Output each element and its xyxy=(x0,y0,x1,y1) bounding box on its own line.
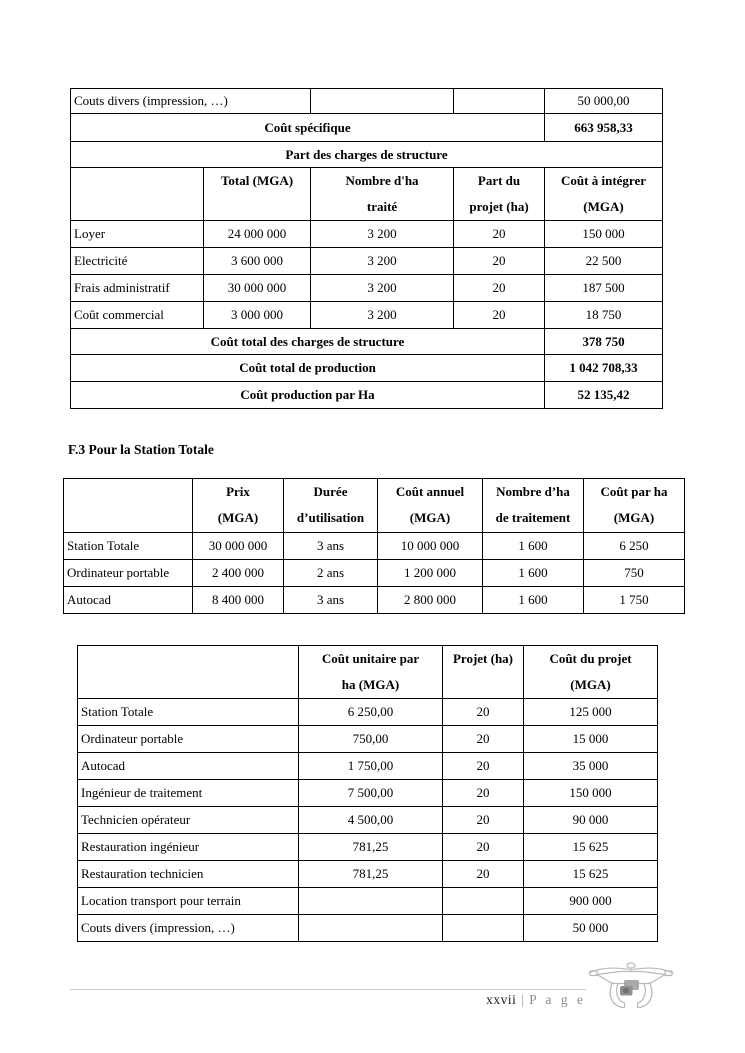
header-line: Coût du projet xyxy=(549,651,632,666)
cell-nombre-ha: 1 600 xyxy=(483,587,584,614)
cell-projet-ha: 20 xyxy=(443,861,524,888)
cell-duree: 2 ans xyxy=(284,560,378,587)
header-line: Coût unitaire par xyxy=(321,651,420,666)
cell-nombre-ha: 1 600 xyxy=(483,533,584,560)
table-header-row xyxy=(64,479,685,533)
total-value: 52 135,42 xyxy=(545,382,663,409)
cell-cout-projet: 15 000 xyxy=(524,726,658,753)
header-line: (MGA) xyxy=(409,510,451,525)
row-label: Frais administratif xyxy=(71,275,204,302)
row-label: Location transport pour terrain xyxy=(78,888,299,915)
cell-projet-ha: 20 xyxy=(443,834,524,861)
cell-nombre-ha: 3 200 xyxy=(311,248,454,275)
table-header-row xyxy=(78,646,658,699)
cell-prix: 8 400 000 xyxy=(193,587,284,614)
header-cell xyxy=(443,646,524,699)
cell-cout-projet: 90 000 xyxy=(524,807,658,834)
row-label: Station Totale xyxy=(64,533,193,560)
cell-cout-unitaire: 1 750,00 xyxy=(299,753,443,780)
header-line: traité xyxy=(366,199,398,214)
empty-cell xyxy=(454,89,545,114)
header-line: Coût par ha xyxy=(600,484,668,499)
cell-projet-ha: 20 xyxy=(443,753,524,780)
cell-projet-ha xyxy=(443,888,524,915)
row-label: Ordinateur portable xyxy=(64,560,193,587)
table-row xyxy=(78,888,658,915)
row-label: Electricité xyxy=(71,248,204,275)
header-line: Projet (ha) xyxy=(452,651,514,666)
cell-cout-unitaire: 781,25 xyxy=(299,861,443,888)
table-total-row xyxy=(71,329,663,355)
table-row xyxy=(78,807,658,834)
row-label: Loyer xyxy=(71,221,204,248)
row-label: Restauration technicien xyxy=(78,861,299,888)
cell-cout-projet: 15 625 xyxy=(524,861,658,888)
table-row xyxy=(64,533,685,560)
row-label: Coût commercial xyxy=(71,302,204,329)
header-cell xyxy=(524,646,658,699)
header-line: (MGA) xyxy=(570,677,611,692)
cell-cout-projet: 15 625 xyxy=(524,834,658,861)
table-row xyxy=(71,275,663,302)
cell-cout-integrer: 187 500 xyxy=(545,275,663,302)
table-header-row xyxy=(71,168,663,221)
cell-cout-projet: 150 000 xyxy=(524,780,658,807)
row-label: Station Totale xyxy=(78,699,299,726)
cell-cout-unitaire: 781,25 xyxy=(299,834,443,861)
table-section-title-row xyxy=(71,142,663,168)
header-cell-empty xyxy=(71,168,204,221)
header-line: Nombre d'ha xyxy=(345,173,419,188)
row-label: Autocad xyxy=(78,753,299,780)
cell-cout-par-ha: 6 250 xyxy=(584,533,685,560)
table-row xyxy=(78,861,658,888)
table-row xyxy=(78,753,658,780)
table-total-row xyxy=(71,355,663,382)
cell-prix: 30 000 000 xyxy=(193,533,284,560)
header-cell xyxy=(454,168,545,221)
cell-nombre-ha: 3 200 xyxy=(311,221,454,248)
header-line: Total (MGA) xyxy=(220,173,294,188)
cost-item-label: Couts divers (impression, …) xyxy=(71,89,311,114)
table-row xyxy=(78,780,658,807)
header-cell-empty xyxy=(64,479,193,533)
row-label: Restauration ingénieur xyxy=(78,834,299,861)
header-line: Prix xyxy=(226,484,250,499)
project-cost-table xyxy=(77,645,658,942)
header-cell xyxy=(311,168,454,221)
cell-projet-ha: 20 xyxy=(443,726,524,753)
row-label: Autocad xyxy=(64,587,193,614)
cell-cout-projet: 125 000 xyxy=(524,699,658,726)
cell-part-projet: 20 xyxy=(454,275,545,302)
page-word: P a g e xyxy=(529,992,586,1007)
total-label: Coût total de production xyxy=(71,355,545,382)
cell-cout-projet: 900 000 xyxy=(524,888,658,915)
cell-cout-unitaire xyxy=(299,888,443,915)
total-label: Coût production par Ha xyxy=(71,382,545,409)
header-line: Part du xyxy=(477,173,521,188)
cell-part-projet: 20 xyxy=(454,221,545,248)
header-cell xyxy=(299,646,443,699)
header-cell xyxy=(584,479,685,533)
cell-cout-unitaire xyxy=(299,915,443,942)
table-row xyxy=(71,248,663,275)
header-cell xyxy=(483,479,584,533)
row-label: Technicien opérateur xyxy=(78,807,299,834)
cell-prix: 2 400 000 xyxy=(193,560,284,587)
header-cell xyxy=(284,479,378,533)
row-label: Ingénieur de traitement xyxy=(78,780,299,807)
cell-duree: 3 ans xyxy=(284,533,378,560)
cell-part-projet: 20 xyxy=(454,302,545,329)
cell-cout-unitaire: 750,00 xyxy=(299,726,443,753)
cell-part-projet: 20 xyxy=(454,248,545,275)
header-line: d’utilisation xyxy=(296,510,365,525)
total-label: Coût total des charges de structure xyxy=(71,329,545,355)
page-number-separator: | xyxy=(521,992,525,1007)
cell-cout-integrer: 22 500 xyxy=(545,248,663,275)
header-cell xyxy=(545,168,663,221)
footer-divider xyxy=(70,989,586,990)
cost-item-value: 50 000,00 xyxy=(545,89,663,114)
header-cell xyxy=(378,479,483,533)
header-line: Durée xyxy=(313,484,348,499)
cell-cout-integrer: 18 750 xyxy=(545,302,663,329)
table-row xyxy=(71,302,663,329)
header-cell-empty xyxy=(78,646,299,699)
cell-duree: 3 ans xyxy=(284,587,378,614)
table-row-cout-specifique xyxy=(71,114,663,142)
page-number: xxvii xyxy=(486,992,517,1007)
cell-total: 3 600 000 xyxy=(204,248,311,275)
header-line: Nombre d’ha xyxy=(496,484,570,499)
table-row xyxy=(78,834,658,861)
row-label: Ordinateur portable xyxy=(78,726,299,753)
cell-cout-unitaire: 6 250,00 xyxy=(299,699,443,726)
cell-cout-par-ha: 750 xyxy=(584,560,685,587)
table-row xyxy=(78,726,658,753)
station-totale-depreciation-table xyxy=(63,478,685,614)
table-row xyxy=(71,221,663,248)
cell-cout-projet: 50 000 xyxy=(524,915,658,942)
cell-cout-annuel: 2 800 000 xyxy=(378,587,483,614)
header-line: (MGA) xyxy=(217,510,259,525)
total-label: Coût spécifique xyxy=(71,114,545,142)
table-row xyxy=(64,587,685,614)
empty-cell xyxy=(311,89,454,114)
drone-icon xyxy=(585,956,677,1016)
cell-nombre-ha: 3 200 xyxy=(311,275,454,302)
cell-cout-integrer: 150 000 xyxy=(545,221,663,248)
header-line: ha (MGA) xyxy=(341,677,400,692)
cell-cout-unitaire: 4 500,00 xyxy=(299,807,443,834)
header-line: (MGA) xyxy=(613,510,655,525)
table-total-row xyxy=(71,382,663,409)
cell-projet-ha xyxy=(443,915,524,942)
table-row xyxy=(78,915,658,942)
table-row xyxy=(71,89,663,114)
header-cell xyxy=(204,168,311,221)
cell-nombre-ha: 1 600 xyxy=(483,560,584,587)
total-value: 663 958,33 xyxy=(545,114,663,142)
cell-projet-ha: 20 xyxy=(443,807,524,834)
table-row xyxy=(78,699,658,726)
header-line: Coût à intégrer xyxy=(561,173,646,188)
footer-page-number xyxy=(70,992,586,1008)
cost-structure-table xyxy=(70,88,663,409)
cell-total: 24 000 000 xyxy=(204,221,311,248)
cell-cout-annuel: 10 000 000 xyxy=(378,533,483,560)
header-line: de traitement xyxy=(495,510,571,525)
section-title: Part des charges de structure xyxy=(71,142,663,168)
header-line: Coût annuel xyxy=(395,484,465,499)
cell-cout-annuel: 1 200 000 xyxy=(378,560,483,587)
header-line: projet (ha) xyxy=(469,199,529,214)
table-row xyxy=(64,560,685,587)
cell-projet-ha: 20 xyxy=(443,780,524,807)
cell-cout-projet: 35 000 xyxy=(524,753,658,780)
section-heading-f3: F.3 Pour la Station Totale xyxy=(68,442,214,457)
header-line: (MGA) xyxy=(583,199,624,214)
header-cell xyxy=(193,479,284,533)
cell-projet-ha: 20 xyxy=(443,699,524,726)
cell-nombre-ha: 3 200 xyxy=(311,302,454,329)
total-value: 378 750 xyxy=(545,329,663,355)
cell-total: 30 000 000 xyxy=(204,275,311,302)
row-label: Couts divers (impression, …) xyxy=(78,915,299,942)
cell-cout-par-ha: 1 750 xyxy=(584,587,685,614)
total-value: 1 042 708,33 xyxy=(545,355,663,382)
cell-total: 3 000 000 xyxy=(204,302,311,329)
cell-cout-unitaire: 7 500,00 xyxy=(299,780,443,807)
